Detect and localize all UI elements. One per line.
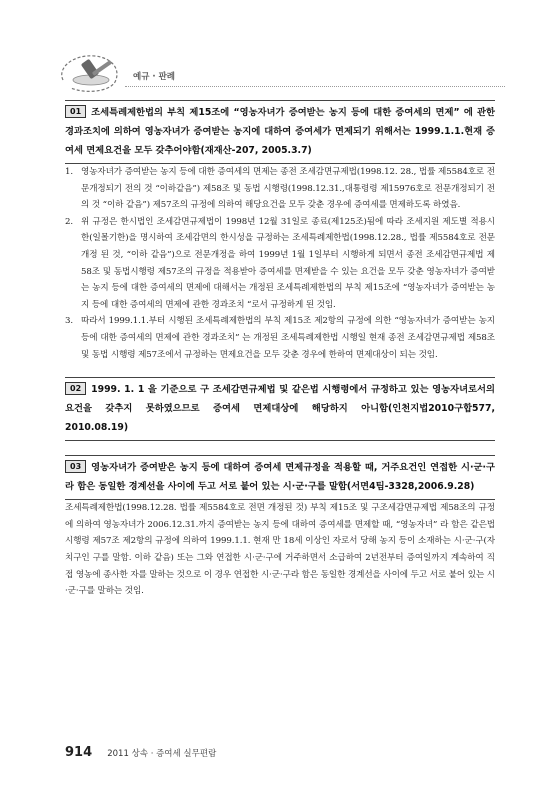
header-rule — [125, 86, 505, 87]
case-heading — [65, 100, 495, 164]
case-item-list — [65, 164, 495, 363]
case-03 — [65, 455, 495, 600]
case-number-badge: 03 — [65, 460, 86, 473]
case-number-badge: 02 — [65, 382, 86, 395]
case-number-badge: 01 — [65, 105, 86, 118]
gavel-swirl-icon — [55, 50, 125, 96]
case-01 — [65, 100, 495, 363]
list-item — [65, 313, 495, 363]
page-footer — [65, 741, 495, 760]
case-title: 1999. 1. 1 을 기준으로 구 조세감면규제법 및 같은법 시행령에서 규정하고 있는 영농자녀로서의 요건을 갖추지 못하였으므로 증여세 면제대상에 해당하지 아니함(인천지법2010구합577, 2010.08.19) — [65, 384, 495, 434]
case-title: 조세특례제한법의 부칙 제15조에 “영농자녀가 증여받는 농지 등에 대한 증여세의 면제” 에 관한 경과조치에 의하여 영농자녀가 증여받는 농지에 대하여 증여세가 면제되기 위해서는 1999.1.1.현재 증여세 면제요건을 모두 갖추어야함(재재산-207, 2005.3.7) — [65, 107, 495, 156]
case-heading — [65, 455, 495, 500]
page-header — [55, 50, 505, 98]
section-label: 예규 · 판례 — [133, 72, 175, 82]
book-title: 2011 상속 · 증여세 실무편람 — [107, 749, 217, 759]
case-02 — [65, 377, 495, 441]
list-item — [65, 164, 495, 214]
item-text: 영농자녀가 증여받는 농지 등에 대한 증여세의 면제는 종전 조세감면규제법(1998.12. 28., 법률 제5584호로 전문개정되기 전의 것 “이하같음”) 제58조 및 동법 시행령(1998.12.31.,대통령령 제15976호로 전문개정되기 전의 것 “이하 같음”) 제57조의 규정에 의하여 해당요건을 모두 갖춘 경우에 증여세를 면제하도록 하였음. — [81, 167, 495, 211]
item-text: 따라서 1999.1.1.부터 시행된 조세특례제한법의 부칙 제15조 제2항의 규정에 의한 “영농자녀가 증여받는 농지 등에 대한 증여세의 면제에 관한 경과조치” 는 개정된 조세특례제한법 시행일 현재 종전 조세감면규제법 제58조 및 동법 시행령 제57조에서 규정하는 면제요건을 모두 갖춘 경우에 한하여 면제대상이 되는 것임. — [81, 316, 495, 360]
item-number: 1. — [65, 167, 73, 177]
page-number: 914 — [65, 745, 93, 760]
item-number: 3. — [65, 316, 73, 327]
case-heading — [65, 377, 495, 441]
case-title: 영농자녀가 증여받은 농지 등에 대하여 증여세 면제규정을 적용할 때, 거주요건인 연접한 시·군·구라 함은 동일한 경계선을 사이에 두고 서로 붙어 있는 시·군·구를 말함(서면4팀-3328,2006.9.28) — [65, 462, 495, 493]
item-text: 위 규정은 한시법인 조세감면규제법이 1998년 12월 31일로 종료(제125조)됨에 따라 조세지원 제도별 적용시한(일몰기한)을 명시하여 조세감면의 한시성을 규정하는 조세특례제한법(1998.12.28., 법률 제5584호로 전문개정 된 것, “이하 같음”)으로 전문개정을 하여 1999년 1월 1일부터 시행하게 되면서 종전 조세감면규제법 제58조 및 동법시행령 제57조의 규정을 적용받아 증여세를 면제받을 수 있는 요건을 모두 갖춘 영농자녀가 증여받는 농지 등에 대한 증여세의 면제에 대해서는 개정된 조세특례제한법의 부칙 제15조에 “영농자녀가 증여받는 농지 등에 대한 증여세의 면제에 관한 경과조치 “로서 규정하게 된 것임. — [81, 216, 495, 310]
item-number: 2. — [65, 216, 73, 227]
list-item — [65, 214, 495, 314]
main-content — [65, 100, 495, 614]
case-body: 조세특례제한법(1998.12.28. 법률 제5584호로 전면 개정된 것) 부칙 제15조 및 구조세감면규제법 제58조의 규정에 의하여 영농자녀가 2006.12.31.까지 증여받는 농지 등에 대하여 증여세를 면제할 때, “영농자녀” 라 함은 같은법 시행령 제57조 제2항의 규정에 의하여 1999.1.1. 현재 만 18세 이상인 자로서 당해 농지 등이 소재하는 시·군·구(자치구인 구를 말함. 이하 같음) 또는 그와 연접한 시·군·구에 거주하면서 소급하여 2년전부터 증여일까지 계속하여 직접 영농에 종사한 자를 말하는 것으로 이 경우 연접한 시·군·구라 함은 동일한 경계선을 사이에 두고 서로 붙어 있는 시·군·구를 말하는 것임. — [65, 503, 495, 597]
